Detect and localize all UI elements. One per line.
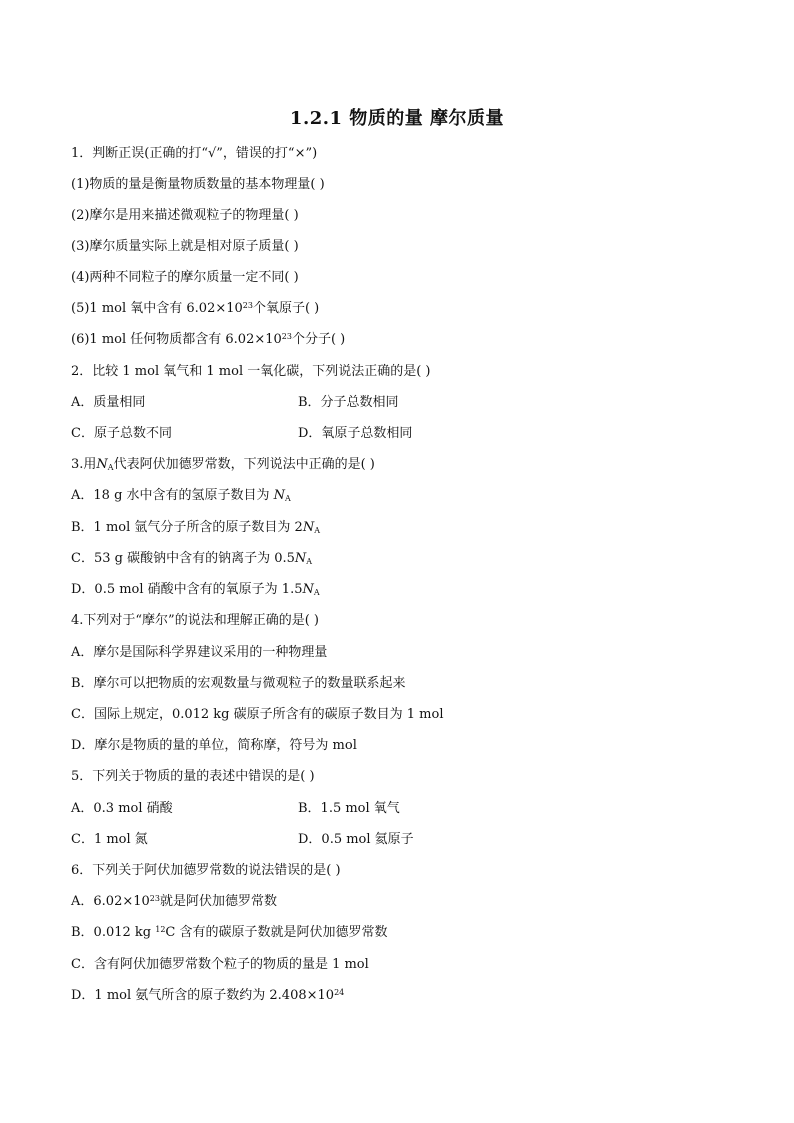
q3-stem-sub: A bbox=[107, 463, 114, 472]
q6-b-post: C 含有的碳原子数就是阿伏加德罗常数 bbox=[165, 925, 388, 940]
q3-a-sub: A bbox=[285, 494, 291, 503]
q3-stem-post: 代表阿伏加德罗常数，下列说法中正确的是( ) bbox=[113, 457, 375, 472]
q1-item-3: (3)摩尔质量实际上就是相对原子质量( ) bbox=[71, 239, 299, 254]
q2-option-a: A．质量相同 bbox=[71, 395, 146, 410]
q4-option-a: A．摩尔是国际科学界建议采用的一种物理量 bbox=[71, 645, 328, 660]
q6-a-exp: 23 bbox=[149, 894, 160, 903]
q1-item-5 bbox=[71, 301, 319, 317]
q3-option-a bbox=[71, 488, 291, 504]
q3-b-n: N bbox=[302, 520, 315, 535]
q1-item-5-pre: (5)1 mol 氧中含有 6.02×10 bbox=[71, 301, 243, 316]
q3-d-sub: A bbox=[313, 588, 320, 597]
q1-item-2: (2)摩尔是用来描述微观粒子的物理量( ) bbox=[71, 208, 299, 223]
q1-item-4: (4)两种不同粒子的摩尔质量一定不同( ) bbox=[71, 270, 299, 285]
q5-option-d: D．0.5 mol 氦原子 bbox=[298, 832, 414, 847]
q4-option-c: C．国际上规定，0.012 kg 碳原子所含有的碳原子数目为 1 mol bbox=[71, 707, 444, 722]
q6-option-a bbox=[71, 894, 277, 910]
q3-b-pre: B．1 mol 氩气分子所含的原子数目为 2 bbox=[71, 520, 303, 535]
q4-option-d: D．摩尔是物质的量的单位，简称摩，符号为 mol bbox=[71, 738, 357, 753]
q1-item-6-pre: (6)1 mol 任何物质都含有 6.02×10 bbox=[71, 332, 282, 347]
q3-d-pre: D．0.5 mol 硝酸中含有的氧原子为 1.5 bbox=[71, 582, 303, 597]
q5-stem: 5．下列关于物质的量的表述中错误的是( ) bbox=[71, 769, 315, 784]
q2-option-c: C．原子总数不同 bbox=[71, 426, 172, 441]
q6-b-pre: B．0.012 kg bbox=[71, 925, 156, 940]
q3-a-n: N bbox=[273, 488, 286, 503]
q4-stem: 4.下列对于“摩尔”的说法和理解正确的是( ) bbox=[71, 613, 319, 628]
q6-option-c: C．含有阿伏加德罗常数个粒子的物质的量是 1 mol bbox=[71, 957, 369, 972]
q6-d-exp: 24 bbox=[334, 988, 345, 997]
q5-option-a: A．0.3 mol 硝酸 bbox=[71, 801, 173, 816]
q6-option-b bbox=[71, 925, 388, 941]
q4-option-b: B．摩尔可以把物质的宏观数量与微观粒子的数量联系起来 bbox=[71, 676, 406, 691]
q3-d-n: N bbox=[302, 582, 314, 597]
q1-item-6-exp: 23 bbox=[281, 332, 292, 341]
q3-stem-pre: 3.用 bbox=[71, 457, 97, 472]
q5-option-c: C．1 mol 氮 bbox=[71, 832, 148, 847]
q1-item-1: (1)物质的量是衡量物质数量的基本物理量( ) bbox=[71, 177, 325, 192]
q2-option-b: B．分子总数相同 bbox=[298, 395, 399, 410]
q1-item-6-post: 个分子( ) bbox=[291, 332, 346, 347]
q1-item-5-post: 个氧原子( ) bbox=[252, 301, 320, 316]
q1-item-5-exp: 23 bbox=[242, 301, 253, 310]
q3-a-pre: A．18 g 水中含有的氢原子数目为 bbox=[71, 488, 274, 503]
q6-a-pre: A．6.02×10 bbox=[71, 894, 150, 909]
q6-a-post: 就是阿伏加德罗常数 bbox=[159, 894, 277, 909]
q3-c-n: N bbox=[294, 551, 307, 566]
q3-c-sub: A bbox=[306, 557, 313, 566]
q6-b-exp: 12 bbox=[155, 925, 166, 934]
q5-option-b: B．1.5 mol 氧气 bbox=[298, 801, 400, 816]
page-title: 1.2.1 物质的量 摩尔质量 bbox=[289, 108, 505, 129]
q6-stem: 6．下列关于阿伏加德罗常数的说法错误的是( ) bbox=[71, 863, 341, 878]
q2-stem: 2．比较 1 mol 氧气和 1 mol 一氧化碳，下列说法正确的是( ) bbox=[71, 364, 431, 379]
q1-stem: 1．判断正误(正确的打“√”，错误的打“×”) bbox=[71, 146, 318, 161]
q3-option-b bbox=[71, 520, 320, 536]
q3-b-sub: A bbox=[314, 526, 320, 535]
q6-d-pre: D．1 mol 氨气所含的原子数约为 2.408×10 bbox=[71, 988, 335, 1003]
q3-option-d bbox=[71, 582, 320, 598]
q3-stem-n: N bbox=[96, 457, 108, 472]
q6-option-d bbox=[71, 988, 344, 1004]
q2-option-d: D．氧原子总数相同 bbox=[298, 426, 413, 441]
q3-c-pre: C．53 g 碳酸钠中含有的钠离子为 0.5 bbox=[71, 551, 295, 566]
q3-stem bbox=[71, 457, 375, 473]
q1-item-6 bbox=[71, 332, 345, 348]
q3-option-c bbox=[71, 551, 312, 567]
